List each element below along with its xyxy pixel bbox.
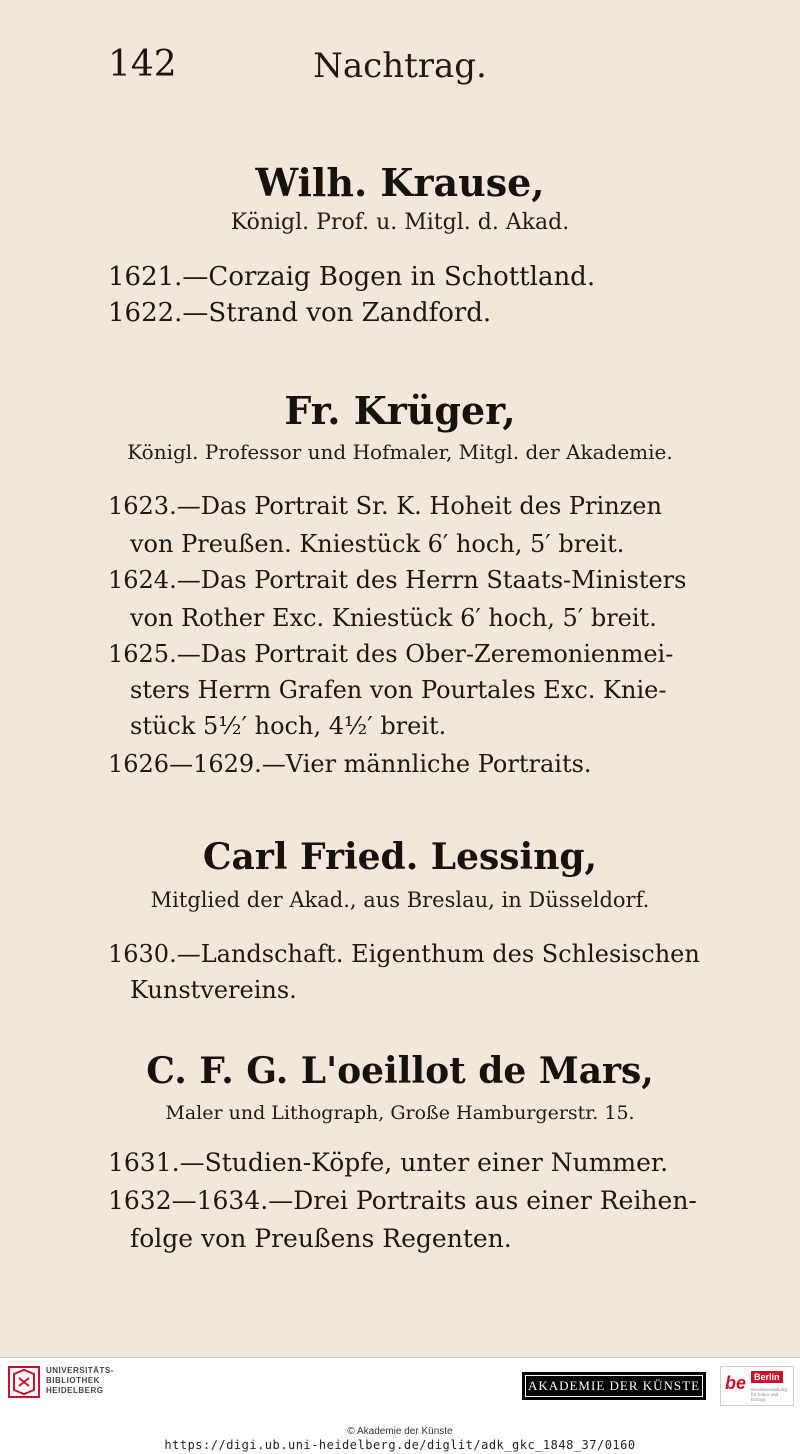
- berlin-tag: Berlin: [751, 1371, 783, 1383]
- catalog-entry-continued: stück 5½′ hoch, 4½′ breit.: [130, 712, 447, 740]
- berlin-small-line: für Kultur und Europa: [751, 1392, 779, 1402]
- artist-subtitle: Maler und Lithograph, Große Hamburgerstr. 15.: [165, 1102, 635, 1124]
- catalog-entry-continued: Kunstvereins.: [130, 976, 297, 1004]
- catalog-entry: 1632—1634.—Drei Portraits aus einer Reihen-: [108, 1186, 697, 1215]
- catalog-entry-continued: folge von Preußens Regenten.: [130, 1224, 512, 1253]
- artist-name: Wilh. Krause,: [255, 160, 545, 205]
- artist-subtitle: Königl. Professor und Hofmaler, Mitgl. der Akademie.: [127, 440, 673, 464]
- artist-subtitle: Königl. Prof. u. Mitgl. d. Akad.: [230, 210, 570, 235]
- footer: [0, 1357, 800, 1454]
- berlin-senate-logo[interactable]: [720, 1366, 794, 1406]
- university-library-logo-icon[interactable]: [8, 1366, 40, 1398]
- copyright-notice: © Akademie der Künste: [347, 1426, 453, 1437]
- catalog-entry: 1622.—Strand von Zandford.: [108, 298, 492, 328]
- artist-name: Fr. Krüger,: [284, 388, 516, 433]
- catalog-entry: 1625.—Das Portrait des Ober-Zeremonienmei-: [108, 640, 674, 668]
- catalog-entry-continued: von Preußen. Kniestück 6′ hoch, 5′ breit.: [130, 530, 625, 558]
- running-head: Nachtrag.: [313, 46, 487, 86]
- page-header: [0, 38, 800, 98]
- uni-text-line: BIBLIOTHEK: [46, 1376, 100, 1385]
- catalog-entry-continued: sters Herrn Grafen von Pourtales Exc. Knie-: [130, 676, 667, 704]
- uni-text-line: UNIVERSITÄTS-: [46, 1366, 114, 1375]
- uni-text-line: HEIDELBERG: [46, 1386, 104, 1395]
- berlin-be-mark: be: [725, 1373, 747, 1393]
- artist-subtitle: Mitglied der Akad., aus Breslau, in Düsseldorf.: [150, 888, 650, 912]
- catalog-entry: 1621.—Corzaig Bogen in Schottland.: [108, 262, 596, 292]
- akademie-label: AKADEMIE DER KÜNSTE: [525, 1375, 703, 1397]
- akademie-logo[interactable]: [522, 1372, 706, 1400]
- catalog-entry-continued: von Rother Exc. Kniestück 6′ hoch, 5′ breit.: [130, 604, 657, 632]
- page-number: 142: [108, 44, 177, 85]
- catalog-entry: 1626—1629.—Vier männliche Portraits.: [108, 750, 592, 778]
- catalog-entry: 1631.—Studien-Köpfe, unter einer Nummer.: [108, 1148, 669, 1177]
- berlin-small-line: Senatsverwaltung: [751, 1387, 787, 1392]
- catalog-entry: 1624.—Das Portrait des Herrn Staats-Ministers: [108, 566, 687, 594]
- artist-name: Carl Fried. Lessing,: [202, 836, 598, 878]
- berlin-senate-text: [751, 1387, 793, 1402]
- permalink-url[interactable]: https://digi.ub.uni-heidelberg.de/diglit/adk_gkc_1848_37/0160: [164, 1438, 636, 1452]
- catalog-entry: 1630.—Landschaft. Eigenthum des Schlesischen: [108, 940, 700, 968]
- university-library-name[interactable]: [46, 1366, 114, 1396]
- artist-name: C. F. G. L'oeillot de Mars,: [146, 1050, 654, 1092]
- catalog-entry: 1623.—Das Portrait Sr. K. Hoheit des Prinzen: [108, 492, 662, 520]
